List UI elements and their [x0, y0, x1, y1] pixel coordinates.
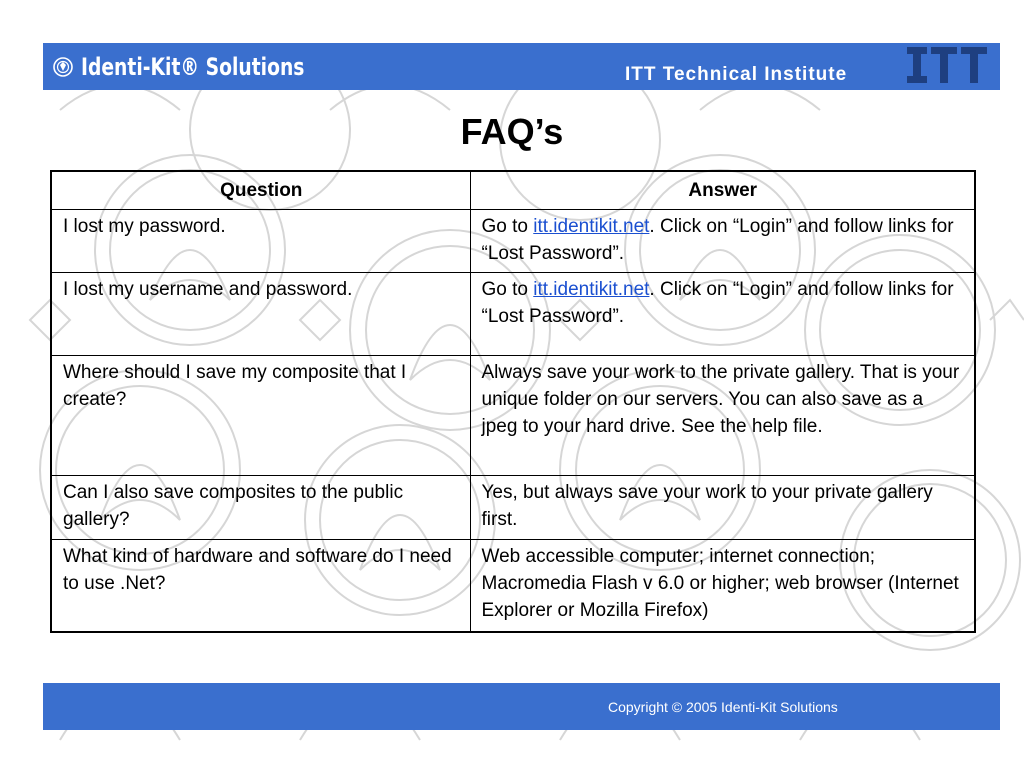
question-cell: Can I also save composites to the public gallery?: [51, 476, 470, 540]
seal-icon: [53, 57, 73, 77]
table-row: [51, 476, 975, 540]
answer-cell: [470, 273, 975, 356]
column-header-question: Question: [51, 171, 470, 210]
itt-logo: [901, 43, 993, 90]
identikit-link[interactable]: itt.identikit.net: [533, 216, 650, 237]
answer-cell: Web accessible computer; internet connection; Macromedia Flash v 6.0 or higher; web browser (Internet Explorer or Mozilla Firefox): [470, 540, 975, 632]
copyright-text: Copyright © 2005 Identi-Kit Solutions: [608, 699, 838, 715]
answer-cell: Yes, but always save your work to your private gallery first.: [470, 476, 975, 540]
table-row: [51, 210, 975, 273]
brand-name: Identi-Kit® Solutions: [81, 53, 305, 81]
table-row: [51, 273, 975, 356]
footer-bar: [43, 683, 1000, 730]
answer-text: . Click on “Login” and follow links for “Lost Password”.: [481, 216, 954, 264]
question-cell: I lost my password.: [51, 210, 470, 273]
answer-text: . Click on “Login” and follow links for “Lost Password”.: [481, 279, 954, 327]
table-row: [51, 356, 975, 476]
institute-name: ITT Technical Institute: [625, 64, 848, 85]
answer-text: Go to: [481, 216, 534, 237]
question-cell: I lost my username and password.: [51, 273, 470, 356]
answer-cell: [470, 210, 975, 273]
column-header-answer: Answer: [470, 171, 975, 210]
answer-text: Go to: [481, 279, 534, 300]
identikit-link[interactable]: itt.identikit.net: [533, 279, 650, 300]
table-row: [51, 540, 975, 632]
brand: [53, 53, 367, 81]
answer-cell: Always save your work to the private gallery. That is your unique folder on our servers. You can also save as a jpeg to your hard drive. See the help file.: [470, 356, 975, 476]
question-cell: Where should I save my composite that I create?: [51, 356, 470, 476]
header-bar: [43, 43, 1000, 90]
question-cell: What kind of hardware and software do I need to use .Net?: [51, 540, 470, 632]
page-title: FAQ’s: [460, 111, 564, 152]
faq-table: [50, 170, 976, 633]
table-header-row: [51, 171, 975, 210]
